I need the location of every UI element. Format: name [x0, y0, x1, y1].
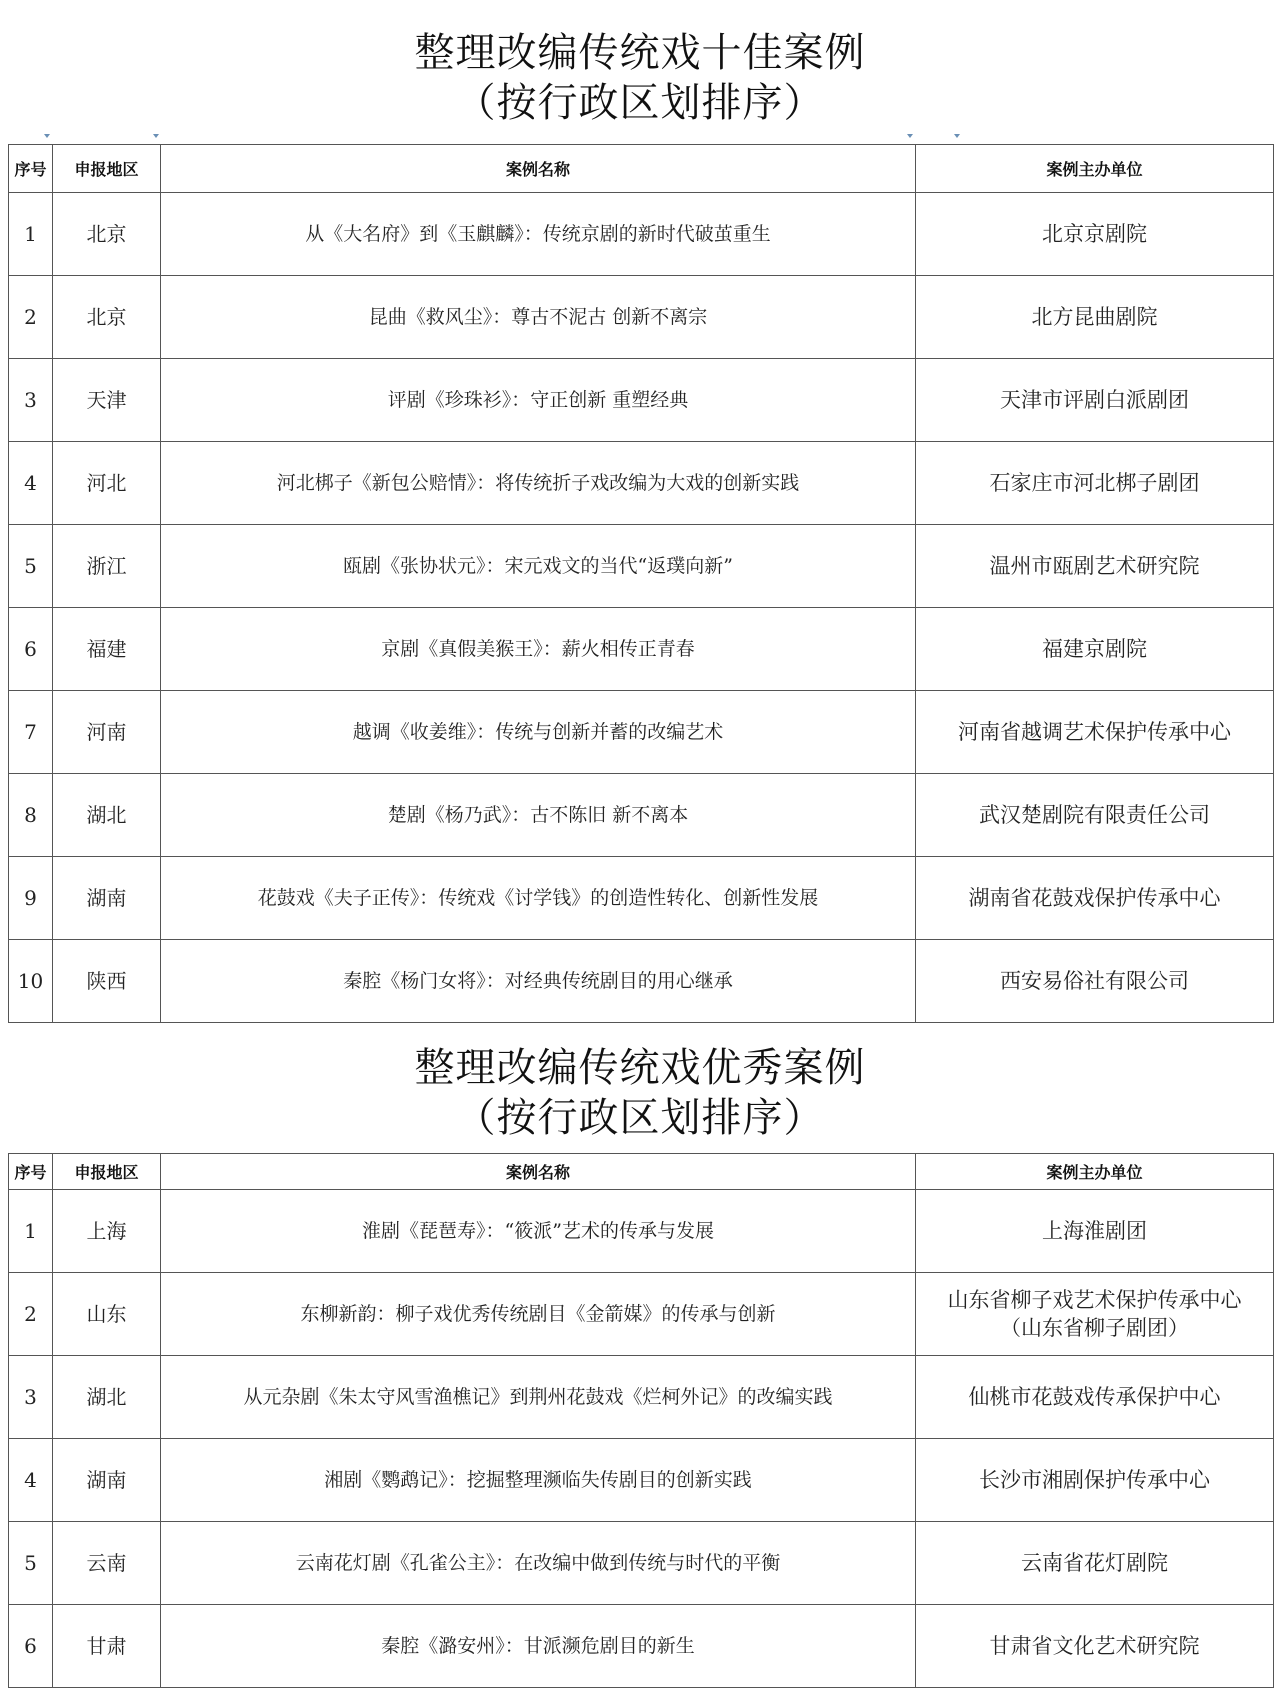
row-host-unit — [916, 1439, 1274, 1522]
row-number: 2 — [9, 1273, 53, 1356]
table-row — [9, 1522, 1274, 1605]
section1-title-line2: （按行政区划排序） — [455, 80, 825, 126]
row-case-name: 从元杂剧《朱太守风雪渔樵记》到荆州花鼓戏《烂柯外记》的改编实践 — [161, 1356, 916, 1439]
host-unit-line: 长沙市湘剧保护传承中心 — [979, 1468, 1210, 1492]
row-region: 湖南 — [53, 1439, 161, 1522]
table-row — [9, 359, 1274, 442]
table-row — [9, 857, 1274, 940]
table-header-row — [9, 145, 1274, 193]
row-region: 上海 — [53, 1190, 161, 1273]
table-row — [9, 1439, 1274, 1522]
row-case-name: 云南花灯剧《孔雀公主》：在改编中做到传统与时代的平衡 — [161, 1522, 916, 1605]
row-number: 3 — [9, 359, 53, 442]
header-region: 申报地区 — [53, 1154, 161, 1190]
table-row — [9, 691, 1274, 774]
host-unit-line: 北方昆曲剧院 — [1031, 305, 1158, 329]
host-unit-line: 西安易俗社有限公司 — [1000, 969, 1189, 993]
table-row — [9, 525, 1274, 608]
row-case-name: 越调《收姜维》：传统与创新并蓄的改编艺术 — [161, 691, 916, 774]
row-case-name: 花鼓戏《夫子正传》：传统戏《讨学钱》的创造性转化、创新性发展 — [161, 857, 916, 940]
host-unit-line: 武汉楚剧院有限责任公司 — [979, 803, 1210, 827]
table-row — [9, 940, 1274, 1023]
table-row — [9, 193, 1274, 276]
row-case-name: 昆曲《救风尘》：尊古不泥古 创新不离宗 — [161, 276, 916, 359]
row-region: 湖北 — [53, 1356, 161, 1439]
row-host-unit — [916, 940, 1274, 1023]
filter-dropdown-icon[interactable] — [907, 134, 913, 140]
row-host-unit — [916, 276, 1274, 359]
section2-title — [0, 1043, 1280, 1143]
row-host-unit — [916, 1273, 1274, 1356]
host-unit-line: 仙桃市花鼓戏传承保护中心 — [968, 1385, 1221, 1409]
top-ten-cases-table — [8, 144, 1274, 1023]
row-region: 北京 — [53, 276, 161, 359]
row-region: 河北 — [53, 442, 161, 525]
row-region: 山东 — [53, 1273, 161, 1356]
section1-title-line1: 整理改编传统戏十佳案例 — [414, 30, 866, 76]
table-row — [9, 1273, 1274, 1356]
header-host-unit: 案例主办单位 — [916, 145, 1274, 193]
filter-dropdown-icon[interactable] — [153, 134, 159, 140]
excellent-cases-table — [8, 1153, 1274, 1688]
row-number: 4 — [9, 442, 53, 525]
table-header-row — [9, 1154, 1274, 1190]
row-number: 7 — [9, 691, 53, 774]
row-number: 8 — [9, 774, 53, 857]
host-unit-line: 山东省柳子戏艺术保护传承中心 — [947, 1288, 1242, 1312]
filter-dropdown-icon[interactable] — [954, 134, 960, 140]
row-number: 1 — [9, 1190, 53, 1273]
header-case-name: 案例名称 — [161, 145, 916, 193]
table-row — [9, 1356, 1274, 1439]
row-number: 5 — [9, 525, 53, 608]
row-case-name: 淮剧《琵琶寿》：“筱派”艺术的传承与发展 — [161, 1190, 916, 1273]
host-unit-line: 上海淮剧团 — [1042, 1219, 1147, 1243]
header-region: 申报地区 — [53, 145, 161, 193]
host-unit-line: 石家庄市河北梆子剧团 — [989, 471, 1200, 495]
host-unit-line: 河南省越调艺术保护传承中心 — [958, 720, 1231, 744]
row-host-unit — [916, 1356, 1274, 1439]
row-number: 4 — [9, 1439, 53, 1522]
section2-title-line1: 整理改编传统戏优秀案例 — [414, 1045, 866, 1091]
row-case-name: 秦腔《杨门女将》：对经典传统剧目的用心继承 — [161, 940, 916, 1023]
row-case-name: 京剧《真假美猴王》：薪火相传正青春 — [161, 608, 916, 691]
host-unit-line: （山东省柳子剧团） — [1000, 1316, 1189, 1340]
host-unit-line: 福建京剧院 — [1042, 637, 1147, 661]
row-number: 6 — [9, 608, 53, 691]
row-host-unit — [916, 1522, 1274, 1605]
row-host-unit — [916, 359, 1274, 442]
host-unit-line: 北京京剧院 — [1042, 222, 1147, 246]
row-region: 北京 — [53, 193, 161, 276]
row-host-unit — [916, 691, 1274, 774]
section1-title — [0, 28, 1280, 128]
row-host-unit — [916, 1605, 1274, 1688]
row-region: 甘肃 — [53, 1605, 161, 1688]
table-row — [9, 1190, 1274, 1273]
row-number: 5 — [9, 1522, 53, 1605]
row-host-unit — [916, 774, 1274, 857]
row-number: 3 — [9, 1356, 53, 1439]
row-case-name: 河北梆子《新包公赔情》：将传统折子戏改编为大戏的创新实践 — [161, 442, 916, 525]
table-row — [9, 442, 1274, 525]
filter-dropdown-icon[interactable] — [44, 134, 50, 140]
host-unit-line: 云南省花灯剧院 — [1021, 1551, 1168, 1575]
row-region: 浙江 — [53, 525, 161, 608]
table-row — [9, 774, 1274, 857]
host-unit-line: 天津市评剧白派剧团 — [1000, 388, 1189, 412]
row-region: 陕西 — [53, 940, 161, 1023]
row-region: 湖北 — [53, 774, 161, 857]
row-number: 6 — [9, 1605, 53, 1688]
row-number: 10 — [9, 940, 53, 1023]
row-host-unit — [916, 442, 1274, 525]
row-host-unit — [916, 857, 1274, 940]
host-unit-line: 甘肃省文化艺术研究院 — [989, 1634, 1200, 1658]
row-number: 9 — [9, 857, 53, 940]
row-case-name: 评剧《珍珠衫》：守正创新 重塑经典 — [161, 359, 916, 442]
row-case-name: 从《大名府》到《玉麒麟》：传统京剧的新时代破茧重生 — [161, 193, 916, 276]
table-row — [9, 1605, 1274, 1688]
row-host-unit — [916, 608, 1274, 691]
row-case-name: 东柳新韵：柳子戏优秀传统剧目《金箭媒》的传承与创新 — [161, 1273, 916, 1356]
row-number: 2 — [9, 276, 53, 359]
host-unit-line: 温州市瓯剧艺术研究院 — [989, 554, 1200, 578]
header-no: 序号 — [9, 1154, 53, 1190]
header-no: 序号 — [9, 145, 53, 193]
row-host-unit — [916, 193, 1274, 276]
row-region: 湖南 — [53, 857, 161, 940]
table-row — [9, 276, 1274, 359]
row-number: 1 — [9, 193, 53, 276]
row-case-name: 楚剧《杨乃武》：古不陈旧 新不离本 — [161, 774, 916, 857]
row-region: 河南 — [53, 691, 161, 774]
row-region: 天津 — [53, 359, 161, 442]
host-unit-line: 湖南省花鼓戏保护传承中心 — [968, 886, 1221, 910]
row-case-name: 瓯剧《张协状元》：宋元戏文的当代“返璞向新” — [161, 525, 916, 608]
row-region: 福建 — [53, 608, 161, 691]
row-host-unit — [916, 1190, 1274, 1273]
row-case-name: 秦腔《潞安州》：甘派濒危剧目的新生 — [161, 1605, 916, 1688]
header-host-unit: 案例主办单位 — [916, 1154, 1274, 1190]
row-case-name: 湘剧《鹦鹉记》：挖掘整理濒临失传剧目的创新实践 — [161, 1439, 916, 1522]
table-row — [9, 608, 1274, 691]
row-region: 云南 — [53, 1522, 161, 1605]
section2-title-line2: （按行政区划排序） — [455, 1095, 825, 1141]
row-host-unit — [916, 525, 1274, 608]
header-case-name: 案例名称 — [161, 1154, 916, 1190]
